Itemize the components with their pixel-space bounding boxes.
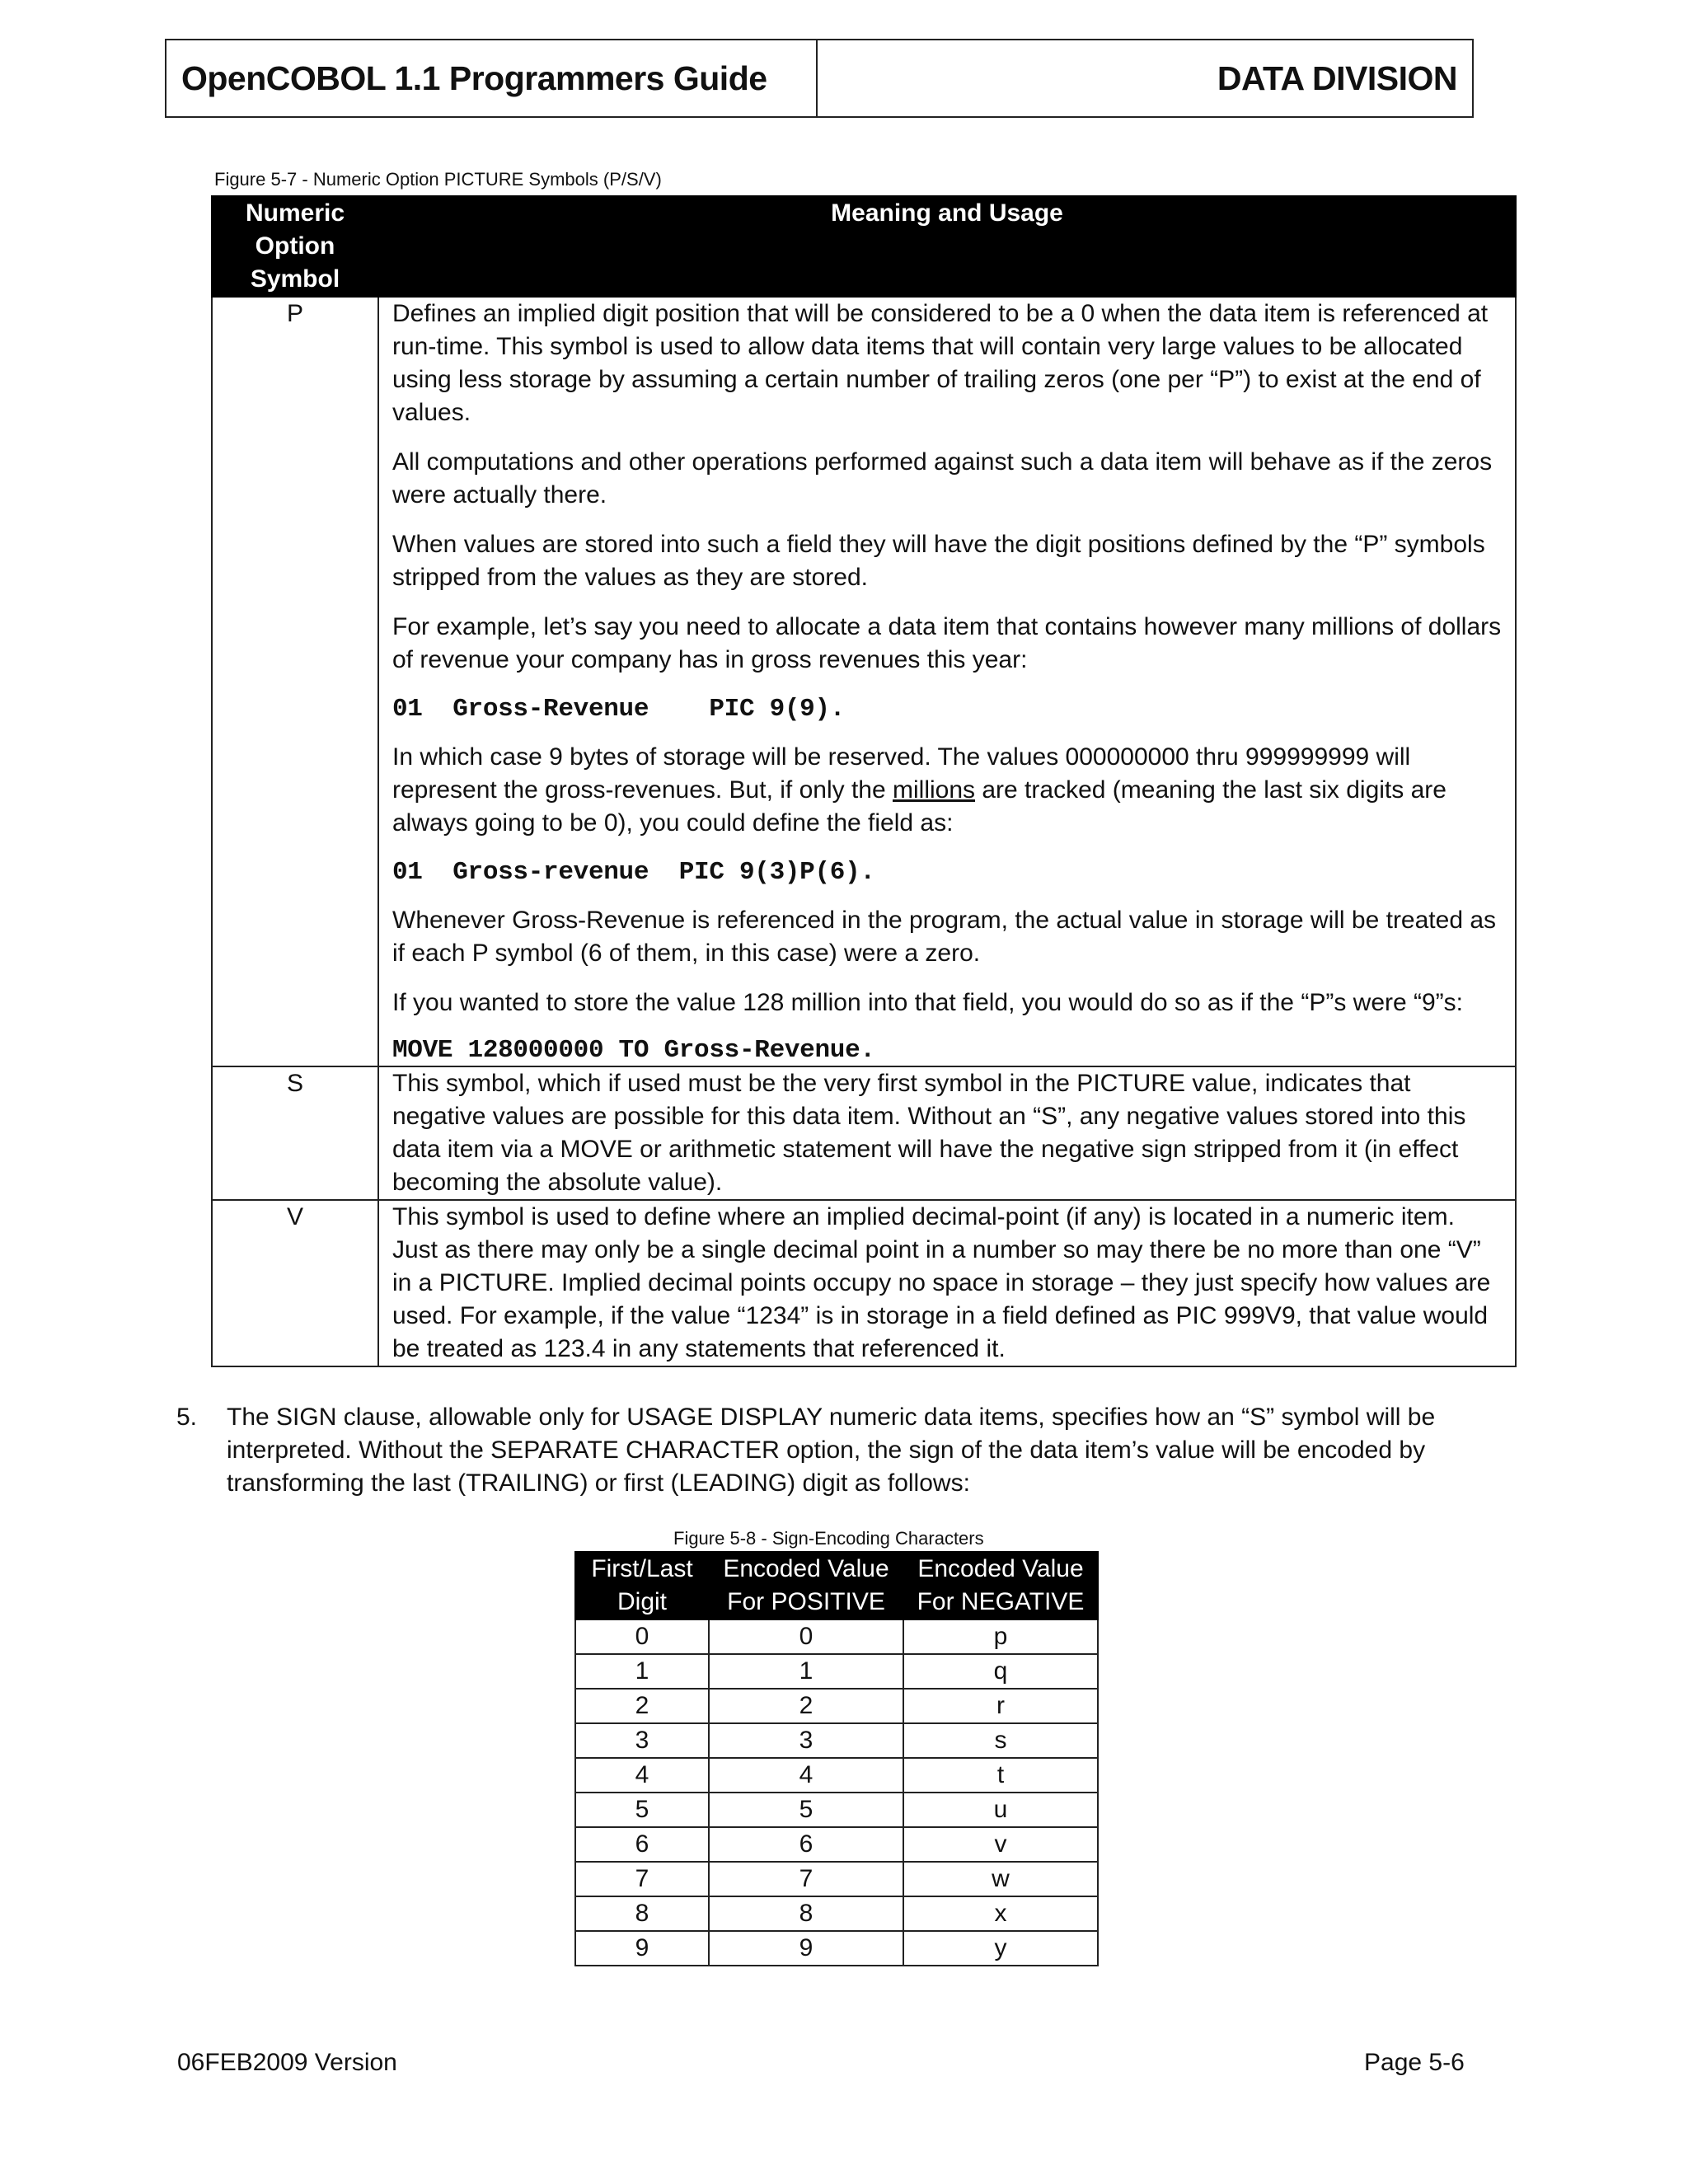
table-row	[575, 1931, 1098, 1966]
list-number: 5.	[176, 1404, 198, 1431]
table-header-row	[212, 196, 1516, 297]
negative-cell: s	[903, 1723, 1098, 1758]
sign-encoding-table	[574, 1551, 1099, 1966]
header-line: First/Last	[591, 1555, 693, 1582]
figure-5-8-caption: Figure 5-8 - Sign-Encoding Characters	[673, 1528, 984, 1549]
negative-cell: u	[903, 1793, 1098, 1827]
code-sample: 01 Gross-revenue PIC 9(3)P(6).	[392, 858, 875, 887]
positive-cell: 0	[709, 1619, 903, 1654]
table-row	[575, 1723, 1098, 1758]
positive-cell: 1	[709, 1654, 903, 1689]
header-line: Option	[255, 232, 335, 260]
digit-cell: 5	[575, 1793, 709, 1827]
paragraph: Whenever Gross-Revenue is referenced in the program, the actual value in storage will be treated as if each P symbol (6 of them, in this case) were a zero.	[392, 907, 1497, 967]
digit-cell: 1	[575, 1654, 709, 1689]
list-text: The SIGN clause, allowable only for USAGE DISPLAY numeric data items, specifies how an “S” symbol will be interpreted. Without the SEPARATE CHARACTER option, the sign of the data item’s value will be encoded by transforming the last (TRAILING) or first (LEADING) digit as follows:	[227, 1404, 1436, 1497]
meaning-cell: This symbol is used to define where an implied decimal-point (if any) is located in a numeric item. Just as there may only be a single decimal point in a number so may there be no more than one “V” in a PICTURE. Implied decimal points occupy no space in storage – they just specify how values are used. For example, if the value “1234” is in storage in a field defined as PIC 999V9, that value would be treated as 123.4 in any statements that referenced it.	[378, 1200, 1516, 1366]
paragraph: If you wanted to store the value 128 million into that field, you would do so as if the “P”s were “9”s:	[392, 989, 1464, 1016]
positive-cell: 7	[709, 1862, 903, 1896]
header-line: For NEGATIVE	[917, 1588, 1085, 1615]
column-header-meaning: Meaning and Usage	[378, 196, 1516, 297]
footer-version: 06FEB2009 Version	[177, 2049, 397, 2076]
table-header-row	[575, 1552, 1098, 1619]
table-row	[575, 1619, 1098, 1654]
numeric-option-symbols-table	[211, 195, 1517, 1367]
table-row	[575, 1896, 1098, 1931]
digit-cell: 9	[575, 1931, 709, 1966]
negative-cell: w	[903, 1862, 1098, 1896]
positive-cell: 8	[709, 1896, 903, 1931]
header-line: Encoded Value	[723, 1555, 889, 1582]
digit-cell: 8	[575, 1896, 709, 1931]
table-row	[575, 1827, 1098, 1862]
positive-cell: 4	[709, 1758, 903, 1793]
column-header-digit	[575, 1552, 709, 1619]
digit-cell: 6	[575, 1827, 709, 1862]
meaning-cell	[378, 297, 1516, 1066]
negative-cell: q	[903, 1654, 1098, 1689]
page-header	[165, 39, 1474, 118]
code-sample: MOVE 128000000 TO Gross-Revenue.	[392, 1036, 875, 1065]
digit-cell: 4	[575, 1758, 709, 1793]
table-row	[575, 1793, 1098, 1827]
header-line: Symbol	[250, 265, 340, 293]
positive-cell: 3	[709, 1723, 903, 1758]
digit-cell: 2	[575, 1689, 709, 1723]
table-row	[212, 1200, 1516, 1366]
paragraph: Defines an implied digit position that will be considered to be a 0 when the data item is referenced at run-time. This symbol is used to allow data items that will contain very large values to be allocated using less storage by assuming a certain number of trailing zeros (one per “P”) to exist at the end of values.	[392, 300, 1489, 426]
symbol-cell: V	[212, 1200, 378, 1366]
header-line: For POSITIVE	[727, 1588, 885, 1615]
symbol-cell: P	[212, 297, 378, 1066]
underlined-text: millions	[893, 776, 976, 804]
paragraph	[392, 741, 1503, 840]
table-row	[575, 1758, 1098, 1793]
text-span: In which case 9 bytes of storage will be reserved. The values 000000000 thru 999999999 will represent the gross-revenues. But, if only the	[392, 743, 1411, 804]
table-row	[575, 1654, 1098, 1689]
figure-5-7-caption: Figure 5-7 - Numeric Option PICTURE Symbols (P/S/V)	[214, 169, 662, 190]
digit-cell: 3	[575, 1723, 709, 1758]
digit-cell: 7	[575, 1862, 709, 1896]
header-line: Numeric	[245, 199, 345, 227]
table-row	[575, 1689, 1098, 1723]
paragraph: All computations and other operations performed against such a data item will behave as if the zeros were actually there.	[392, 448, 1493, 509]
header-line: Digit	[617, 1588, 667, 1615]
positive-cell: 2	[709, 1689, 903, 1723]
table-row	[212, 297, 1516, 1066]
header-line: Encoded Value	[917, 1555, 1084, 1582]
column-header-negative	[903, 1552, 1098, 1619]
table-row	[212, 1066, 1516, 1200]
symbol-cell: S	[212, 1066, 378, 1200]
text-span: are tracked (meaning the last six digits are always going to be 0), you could define the field as:	[392, 776, 1447, 837]
positive-cell: 5	[709, 1793, 903, 1827]
paragraph: When values are stored into such a field they will have the digit positions defined by the “P” symbols stripped from the values as they are stored.	[392, 531, 1485, 591]
document-title: OpenCOBOL 1.1 Programmers Guide	[166, 40, 818, 116]
paragraph: For example, let’s say you need to allocate a data item that contains however many millions of dollars of revenue your company has in gross revenues this year:	[392, 613, 1502, 673]
footer-page-number: Page 5-6	[1364, 2049, 1465, 2076]
negative-cell: y	[903, 1931, 1098, 1966]
negative-cell: p	[903, 1619, 1098, 1654]
negative-cell: r	[903, 1689, 1098, 1723]
code-sample: 01 Gross-Revenue PIC 9(9).	[392, 695, 846, 724]
positive-cell: 9	[709, 1931, 903, 1966]
column-header-positive	[709, 1552, 903, 1619]
positive-cell: 6	[709, 1827, 903, 1862]
negative-cell: x	[903, 1896, 1098, 1931]
meaning-cell: This symbol, which if used must be the very first symbol in the PICTURE value, indicates that negative values are possible for this data item. Without an “S”, any negative values stored into this data item via a MOVE or arithmetic statement will have the negative sign stripped from it (in effect becoming the absolute value).	[378, 1066, 1516, 1200]
column-header-symbol	[212, 196, 378, 297]
table-row	[575, 1862, 1098, 1896]
section-title: DATA DIVISION	[1217, 59, 1457, 97]
negative-cell: v	[903, 1827, 1098, 1862]
negative-cell: t	[903, 1758, 1098, 1793]
digit-cell: 0	[575, 1619, 709, 1654]
